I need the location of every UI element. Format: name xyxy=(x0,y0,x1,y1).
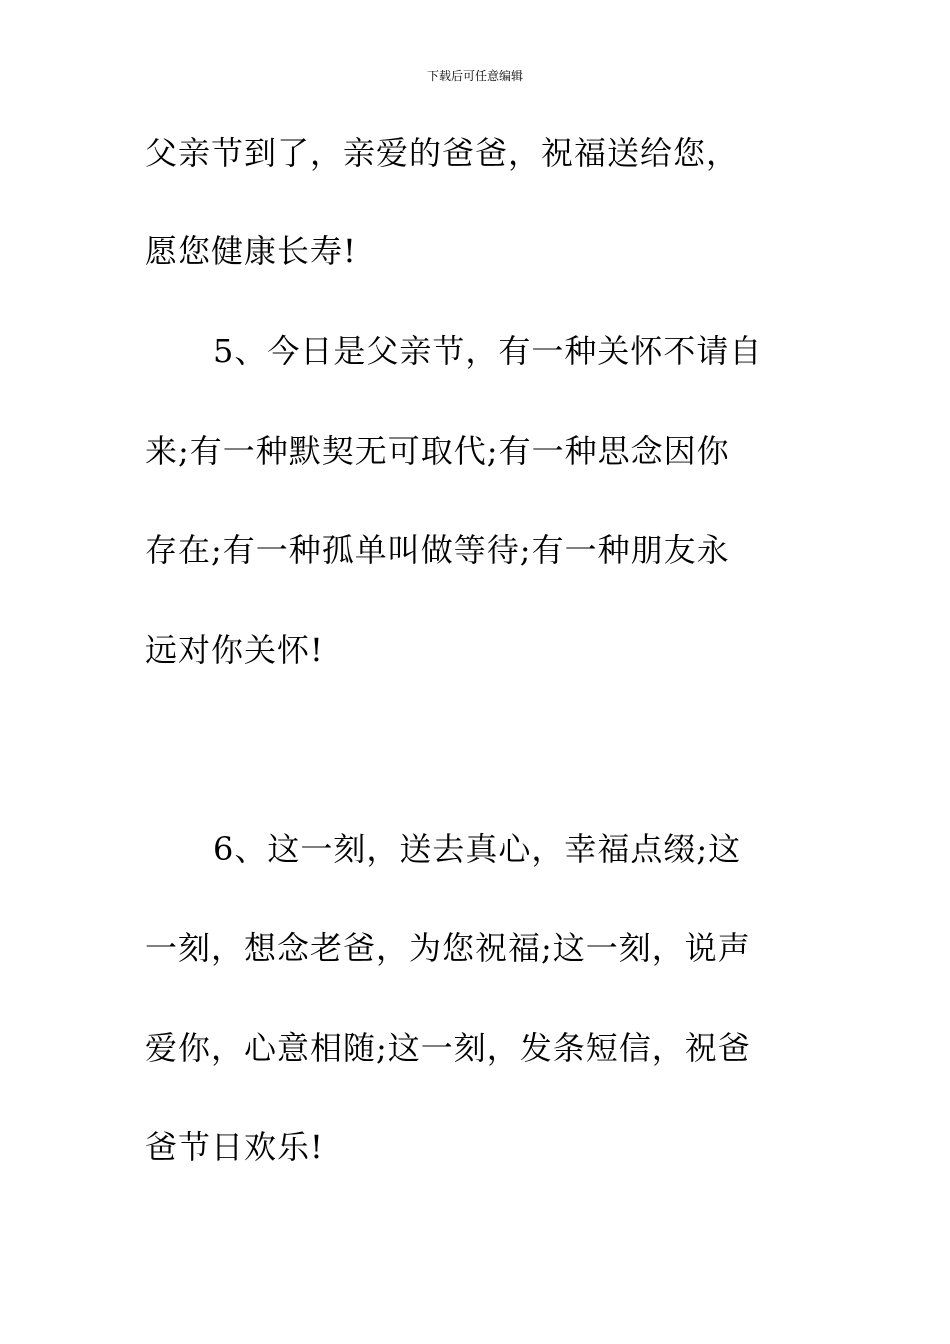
paragraph-3-line-1: 6、这一刻，送去真心，幸福点缀;这 xyxy=(213,830,742,868)
paragraph-3-line-4: 爸节日欢乐! xyxy=(145,1128,324,1166)
paragraph-2-line-4: 远对你关怀! xyxy=(145,631,324,669)
paragraph-2-line-1: 5、今日是父亲节，有一种关怀不请自 xyxy=(213,332,763,370)
paragraph-3-line-3: 爱你，心意相随;这一刻，发条短信，祝爸 xyxy=(145,1029,751,1067)
paragraph-1-line-2: 愿您健康长寿! xyxy=(145,232,357,270)
paragraph-3-line-2: 一刻，想念老爸，为您祝福;这一刻，说声 xyxy=(145,929,751,967)
paragraph-1-line-1: 父亲节到了，亲爱的爸爸，祝福送给您， xyxy=(145,134,740,172)
page-header: 下载后可任意编辑 xyxy=(426,69,523,83)
paragraph-2-line-3: 存在;有一种孤单叫做等待;有一种朋友永 xyxy=(145,531,730,569)
paragraph-2-line-2: 来;有一种默契无可取代;有一种思念因你 xyxy=(145,432,730,470)
